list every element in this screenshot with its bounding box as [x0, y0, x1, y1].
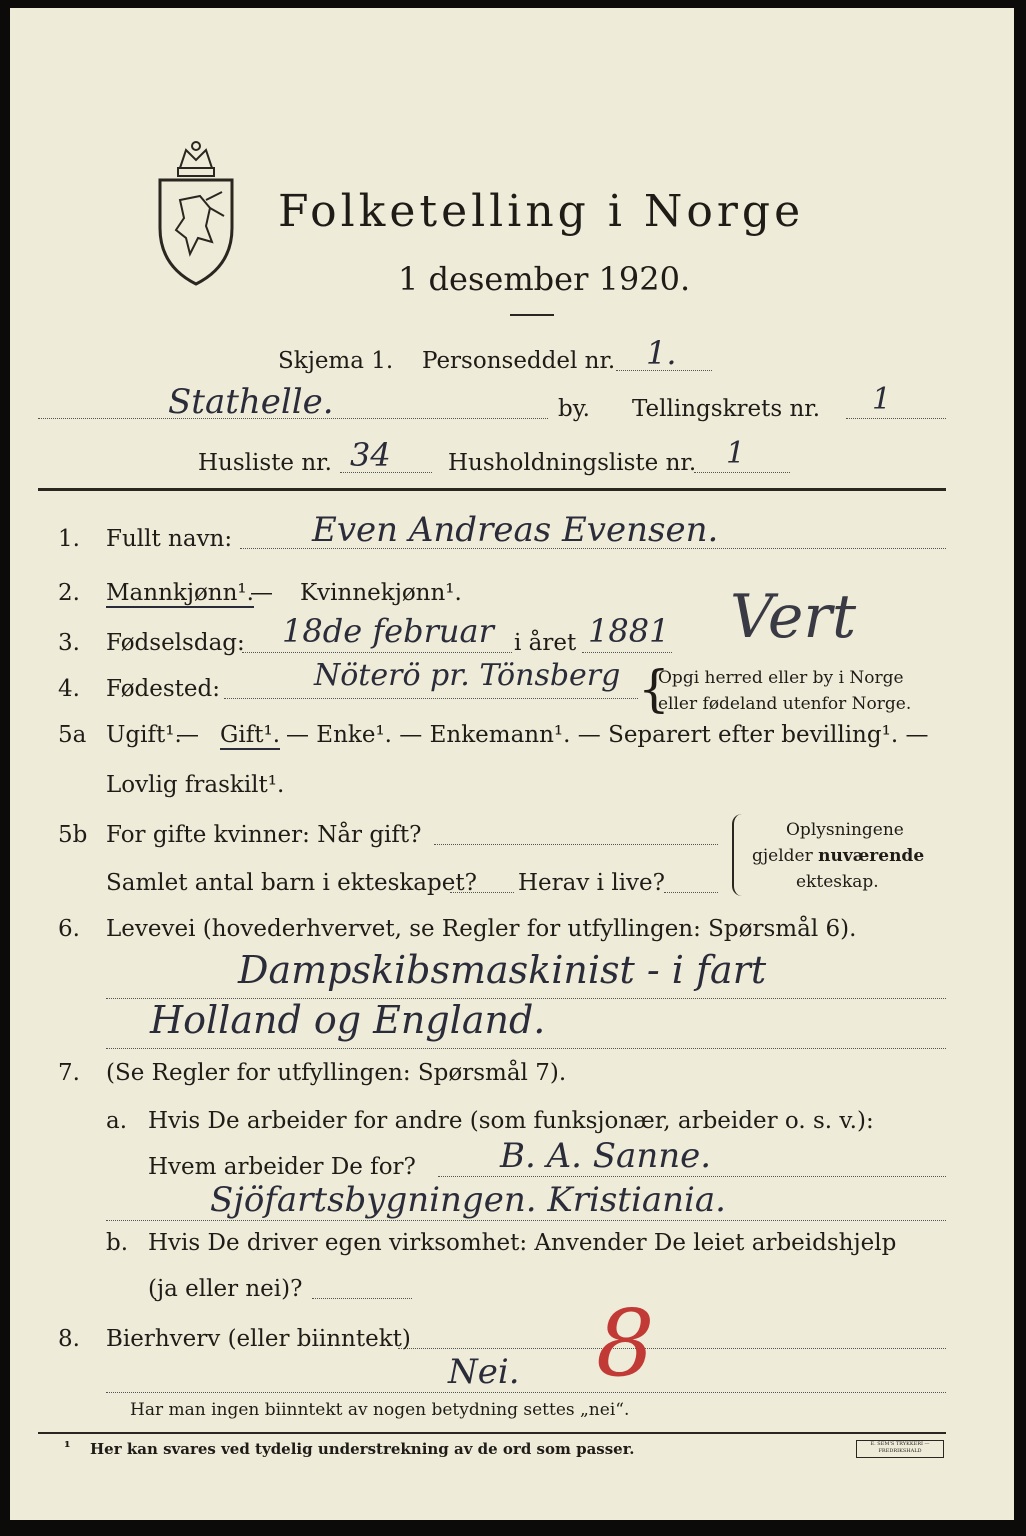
q7b-question: (ja eller nei)?	[148, 1276, 303, 1302]
q3-year-line	[582, 652, 672, 653]
husliste-value[interactable]: 34	[350, 436, 391, 474]
employer-answer-line1[interactable]: B. A. Sanne.	[500, 1136, 712, 1176]
q7-label: (Se Regler for utfyllingen: Spørsmål 7).	[106, 1060, 567, 1086]
q4-label: Fødested:	[106, 676, 221, 702]
q8-note: Har man ingen biinntekt av nogen betydning settes „nei“.	[130, 1400, 630, 1420]
q6-line2	[106, 1048, 946, 1049]
q7b-answer-line[interactable]	[312, 1298, 412, 1299]
employer-answer-line2[interactable]: Sjöfartsbygningen. Kristiania.	[210, 1180, 726, 1220]
q7-number: 7.	[58, 1060, 80, 1086]
skjema-label: Skjema 1.	[278, 348, 394, 374]
children-count-line[interactable]	[450, 892, 514, 893]
q8-label: Bierhverv (eller biinntekt)	[106, 1326, 411, 1352]
side-income-answer[interactable]: Nei.	[448, 1352, 520, 1392]
gender-separator: —	[250, 580, 273, 606]
title-divider	[510, 314, 554, 316]
husliste-label: Husliste nr.	[198, 450, 332, 476]
employer-line1	[438, 1176, 946, 1177]
q4-line	[224, 698, 638, 699]
header-divider	[38, 488, 946, 491]
census-form	[10, 8, 1014, 1520]
q1-label: Fullt navn:	[106, 526, 233, 552]
status-dash: —	[176, 722, 199, 748]
employer-line2	[106, 1220, 946, 1221]
q6-number: 6.	[58, 916, 80, 942]
place-value[interactable]: Stathelle.	[168, 382, 334, 422]
tellingskrets-value[interactable]: 1	[872, 382, 892, 417]
gender-male[interactable]: Mannkjønn¹.	[106, 580, 254, 606]
q4-note-line1: Opgi herred eller by i Norge	[658, 668, 904, 688]
q3-label: Fødselsdag:	[106, 630, 245, 656]
personseddel-label: Personseddel nr.	[422, 348, 616, 374]
full-name-value[interactable]: Even Andreas Evensen.	[312, 510, 719, 550]
verification-mark: Vert	[730, 582, 857, 652]
q7b-label: Hvis De driver egen virksomhet: Anvender De leiet arbeidshjelp	[148, 1230, 897, 1256]
q5b-note-line2: gjelder nuværende	[752, 846, 925, 866]
birth-day-value[interactable]: 18de februar	[282, 612, 494, 650]
children-alive-line[interactable]	[664, 892, 718, 893]
q4-number: 4.	[58, 676, 80, 702]
personseddel-value[interactable]: 1.	[646, 334, 677, 372]
q5b-note-line1: Oplysningene	[786, 820, 904, 840]
q4-note-line2: eller fødeland utenfor Norge.	[658, 694, 912, 714]
q4-brace: {	[638, 660, 670, 718]
form-title: Folketelling i Norge	[278, 186, 805, 237]
year-label: i året	[514, 630, 577, 656]
birth-year-value[interactable]: 1881	[588, 612, 670, 650]
q8-number: 8.	[58, 1326, 80, 1352]
q7a-question: Hvem arbeider De for?	[148, 1154, 416, 1180]
q3-day-line	[242, 652, 512, 653]
q2-number: 2.	[58, 580, 80, 606]
q5b-alive-label: Herav i live?	[518, 870, 665, 896]
q7a-letter: a.	[106, 1108, 128, 1134]
occupation-answer-line1[interactable]: Dampskibsmaskinist - i fart	[238, 948, 767, 992]
status-gift[interactable]: Gift¹.	[220, 722, 281, 748]
married-when-line[interactable]	[434, 844, 718, 845]
q5b-number: 5b	[58, 822, 88, 848]
q7b-letter: b.	[106, 1230, 129, 1256]
printer-stamp: E. SEM'S TRYKKERI — FREDRIKSHALD	[856, 1440, 944, 1458]
gender-female[interactable]: Kvinnekjønn¹.	[300, 580, 462, 606]
husholdningsliste-value[interactable]: 1	[726, 436, 746, 471]
footnote-text: Her kan svares ved tydelig understrekning av de ord som passer.	[90, 1440, 635, 1458]
birthplace-value[interactable]: Nöterö pr. Tönsberg	[314, 658, 621, 693]
q8-line2	[106, 1392, 946, 1393]
tellingskrets-label: Tellingskrets nr.	[632, 396, 821, 422]
q5b-children-label: Samlet antal barn i ekteskapet?	[106, 870, 477, 896]
husholdningsliste-label: Husholdningsliste nr.	[448, 450, 697, 476]
footer-divider	[38, 1432, 946, 1434]
q8-line1	[398, 1348, 946, 1349]
status-fraskilt[interactable]: Lovlig fraskilt¹.	[106, 772, 285, 798]
husholdningsliste-line	[694, 472, 790, 473]
q5a-number: 5a	[58, 722, 87, 748]
status-ugift[interactable]: Ugift¹.	[106, 722, 182, 748]
q7a-label: Hvis De arbeider for andre (som funksjonær, arbeider o. s. v.):	[148, 1108, 874, 1134]
q5b-label: For gifte kvinner: Når gift?	[106, 822, 422, 848]
q6-label: Levevei (hovederhvervet, se Regler for utfyllingen: Spørsmål 6).	[106, 916, 857, 942]
footnote-marker: ¹	[64, 1438, 71, 1456]
tellingskrets-line	[846, 418, 946, 419]
q5b-bracket	[732, 814, 744, 896]
norway-coat-of-arms-icon	[150, 138, 242, 288]
status-rest[interactable]: — Enke¹. — Enkemann¹. — Separert efter bevilling¹. —	[286, 722, 929, 748]
occupation-answer-line2[interactable]: Holland og England.	[150, 998, 546, 1042]
q1-number: 1.	[58, 526, 80, 552]
q5b-note-line3: ekteskap.	[796, 872, 879, 892]
census-date: 1 desember 1920.	[398, 260, 691, 298]
by-label: by.	[558, 396, 590, 422]
red-control-mark: 8	[596, 1290, 655, 1397]
q3-number: 3.	[58, 630, 80, 656]
